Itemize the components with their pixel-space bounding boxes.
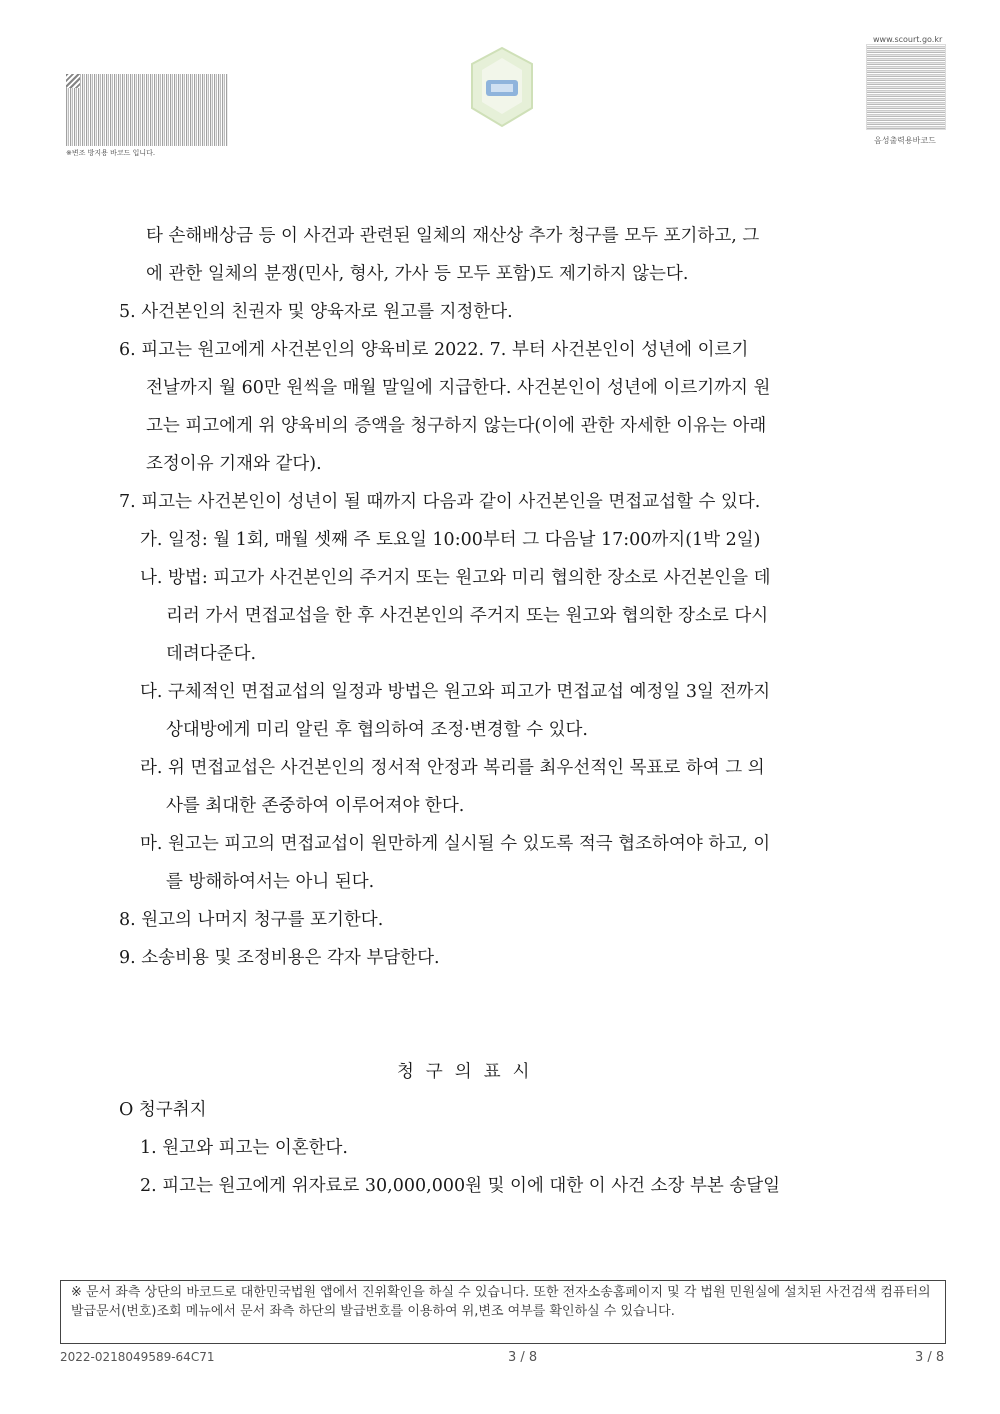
body-line: 5. 사건본인의 친권자 및 양육자로 원고를 지정한다. xyxy=(119,302,513,322)
claim-line: 2. 피고는 원고에게 위자료로 30,000,000원 및 이에 대한 이 사건 소장 부본 송달일 xyxy=(140,1176,781,1196)
issue-number: 2022-0218049589-64C71 xyxy=(60,1350,215,1364)
body-line: 나. 방법: 피고가 사건본인의 주거지 또는 원고와 미리 협의한 장소로 사건본인을 데 xyxy=(140,568,771,588)
body-line: 6. 피고는 원고에게 사건본인의 양육비로 2022. 7. 부터 사건본인이 성년에 이르기 xyxy=(119,340,749,360)
body-line: 마. 원고는 피고의 면접교섭이 원만하게 실시될 수 있도록 적극 협조하여야 하고, 이 xyxy=(140,834,771,854)
body-line: 9. 소송비용 및 조정비용은 각자 부담한다. xyxy=(119,948,440,968)
barcode-left-caption: ※변조 방지용 바코드 입니다. xyxy=(66,149,156,157)
body-line: 8. 원고의 나머지 청구를 포기한다. xyxy=(119,910,384,930)
body-line: 전날까지 월 60만 원씩을 매월 말일에 지급한다. 사건본인이 성년에 이르기까지 원 xyxy=(146,378,771,398)
verification-notice xyxy=(60,1280,946,1344)
notice-text: ※ 문서 좌측 상단의 바코드로 대한민국법원 앱에서 진위확인을 하실 수 있습니다. 또한 전자소송홈페이지 및 각 법원 민원실에 설치된 사건검색 컴퓨터의 발급문서(번호)조회 메뉴에서 문서 좌측 하단의 발급번호를 이용하여 위,변조 여부를 확인하실 수 있습니다. xyxy=(71,1285,931,1319)
audio-output-barcode xyxy=(866,44,946,130)
court-url: www.scourt.go.kr xyxy=(873,35,943,44)
body-line: 고는 피고에게 위 양육비의 증액을 청구하지 않는다(이에 관한 자세한 이유는 아래 xyxy=(146,416,767,436)
body-line: 데려다준다. xyxy=(166,644,257,664)
court-seal-icon xyxy=(466,46,538,128)
body-line: 타 손해배상금 등 이 사건과 관련된 일체의 재산상 추가 청구를 모두 포기하고, 그 xyxy=(146,226,760,246)
body-line: 조정이유 기재와 같다). xyxy=(146,454,322,474)
body-line: 를 방해하여서는 아니 된다. xyxy=(166,872,375,892)
claim-line: 1. 원고와 피고는 이혼한다. xyxy=(140,1138,348,1158)
barcode-right-caption: 음성출력용바코드 xyxy=(874,136,936,145)
body-line: 다. 구체적인 면접교섭의 일정과 방법은 원고와 피고가 면접교섭 예정일 3일 전까지 xyxy=(140,682,771,702)
body-line: 에 관한 일체의 분쟁(민사, 형사, 가사 등 모두 포함)도 제기하지 않는다. xyxy=(146,264,689,284)
body-line: 리러 가서 면접교섭을 한 후 사건본인의 주거지 또는 원고와 협의한 장소로 다시 xyxy=(166,606,769,626)
page-number-center: 3 / 8 xyxy=(508,1350,538,1365)
section-title: 청구의표시 xyxy=(397,1062,542,1082)
page-number-right: 3 / 8 xyxy=(915,1350,945,1365)
verification-barcode xyxy=(66,74,228,146)
body-line: 라. 위 면접교섭은 사건본인의 정서적 안정과 복리를 최우선적인 목표로 하여 그 의 xyxy=(140,758,765,778)
body-line: 사를 최대한 존중하여 이루어져야 한다. xyxy=(166,796,465,816)
body-line: 가. 일정: 월 1회, 매월 셋째 주 토요일 10:00부터 그 다음날 17:00까지(1박 2일) xyxy=(140,530,761,550)
claim-heading: O 청구취지 xyxy=(119,1100,207,1120)
body-line: 7. 피고는 사건본인이 성년이 될 때까지 다음과 같이 사건본인을 면접교섭할 수 있다. xyxy=(119,492,761,512)
body-line: 상대방에게 미리 알린 후 협의하여 조정·변경할 수 있다. xyxy=(166,720,588,740)
